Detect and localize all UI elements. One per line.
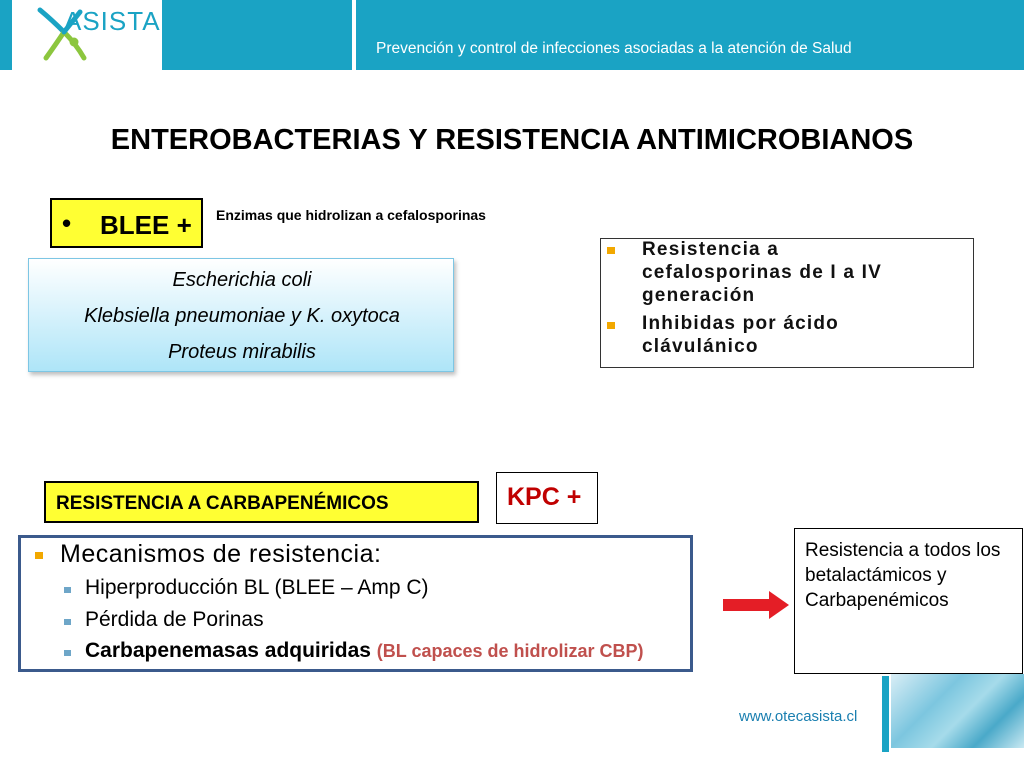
blee-label-box (50, 198, 203, 248)
header-subtitle: Prevención y control de infecciones asociadas a la atención de Salud (376, 40, 852, 57)
bacteria-item: Escherichia coli (172, 269, 312, 291)
sub-bullet-square-icon (64, 587, 71, 593)
resistance-line: clávulánico (642, 336, 759, 357)
footer-accent-bar (882, 676, 889, 752)
mechanisms-box (18, 535, 693, 672)
right-arrow-icon (722, 590, 790, 620)
logo-text: ASISTA (64, 6, 161, 36)
bullet-square-icon (607, 247, 615, 254)
footer-photo (891, 674, 1024, 748)
mechanism-note: (BL capaces de hidrolizar CBP) (376, 641, 644, 661)
mechanisms-title: Mecanismos de resistencia: (60, 540, 382, 568)
mechanism-item-with-note (85, 639, 644, 663)
mechanism-item: Hiperproducción BL (BLEE – Amp C) (85, 576, 429, 599)
mechanism-item: Pérdida de Porinas (85, 608, 264, 631)
resistance-line: cefalosporinas de I a IV (642, 262, 882, 283)
header-band-middle (162, 0, 352, 70)
kpc-label: KPC + (507, 483, 582, 511)
header-band-left (0, 0, 12, 70)
resistance-line: Resistencia a (642, 239, 780, 260)
bullet-square-icon (35, 552, 43, 559)
header-band-right (360, 0, 1024, 70)
bacteria-item: Klebsiella pneumoniae y K. oxytoca (84, 305, 400, 327)
carbapenem-label-box (44, 481, 479, 523)
resistance-line: Inhibidas por ácido (642, 313, 839, 334)
blee-description: Enzimas que hidrolizan a cefalosporinas (216, 207, 486, 223)
mechanism-item: Carbapenemasas adquiridas (85, 639, 371, 662)
bacteria-box (28, 258, 454, 372)
blee-bullet: • (62, 208, 72, 238)
bullet-square-icon (607, 322, 615, 329)
carbapenem-label: RESISTENCIA A CARBAPENÉMICOS (56, 493, 389, 514)
bacteria-item: Proteus mirabilis (168, 341, 316, 363)
resistance-box (600, 238, 974, 368)
sub-bullet-square-icon (64, 650, 71, 656)
resistance-line: generación (642, 285, 756, 306)
blee-label: BLEE + (100, 210, 192, 240)
logo-area (12, 0, 162, 70)
sub-bullet-square-icon (64, 619, 71, 625)
conclusion-text: Resistencia a todos los betalactámicos y Carbapenémicos (805, 540, 1001, 611)
header-divider (352, 12, 356, 70)
kpc-box (496, 472, 598, 524)
slide-title: ENTEROBACTERIAS Y RESISTENCIA ANTIMICROBIANOS (110, 124, 914, 156)
conclusion-box (794, 528, 1023, 674)
footer-url: www.otecasista.cl (739, 708, 858, 725)
